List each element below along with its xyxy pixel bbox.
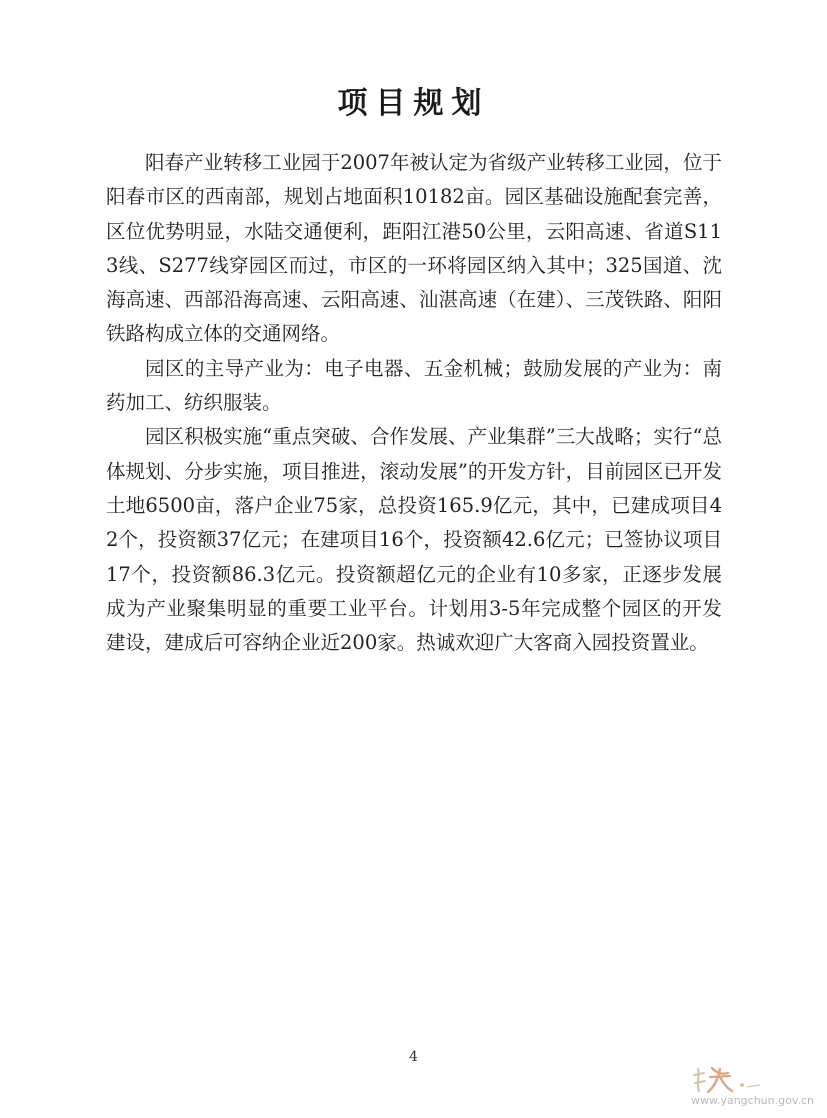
yangchun-logo-icon — [690, 1063, 764, 1095]
body-text — [106, 146, 722, 660]
paragraph-strategy: 园区积极实施“重点突破、合作发展、产业集群”三大战略；实行“总体规划、分步实施，项目推进，滚动发展”的开发方针，目前园区已开发土地6500亩，落户企业75家，总投资165.9亿元，其中，已建成项目42个，投资额37亿元；在建项目16个，投资额42.6亿元；已签协议项目17个，投资额86.3亿元。投资额超亿元的企业有10多家，正逐步发展成为产业聚集明显的重要工业平台。计划用3-5年完成整个园区的开发建设，建成后可容纳企业近200家。热诚欢迎广大客商入园投资置业。 — [106, 425, 722, 655]
page-number: 4 — [409, 1049, 418, 1065]
paragraph-overview: 阳春产业转移工业园于2007年被认定为省级产业转移工业园，位于阳春市区的西南部，规划占地面积10182亩。园区基础设施配套完善，区位优势明显，水陆交通便利，距阳江港50公里，云阳高速、省道S113线、S277线穿园区而过，市区的一环将园区纳入其中；325国道、沈海高速、西部沿海高速、云阳高速、汕湛高速（在建）、三茂铁路、阳阳铁路构成立体的交通网络。 — [106, 151, 722, 346]
page-title: 项目规划 — [337, 86, 490, 121]
watermark-url: www.yangchun.gov.cn — [690, 1094, 814, 1107]
paragraph-industries: 园区的主导产业为：电子电器、五金机械；鼓励发展的产业为：南药加工、纺织服装。 — [106, 356, 722, 415]
watermark — [690, 1063, 820, 1113]
